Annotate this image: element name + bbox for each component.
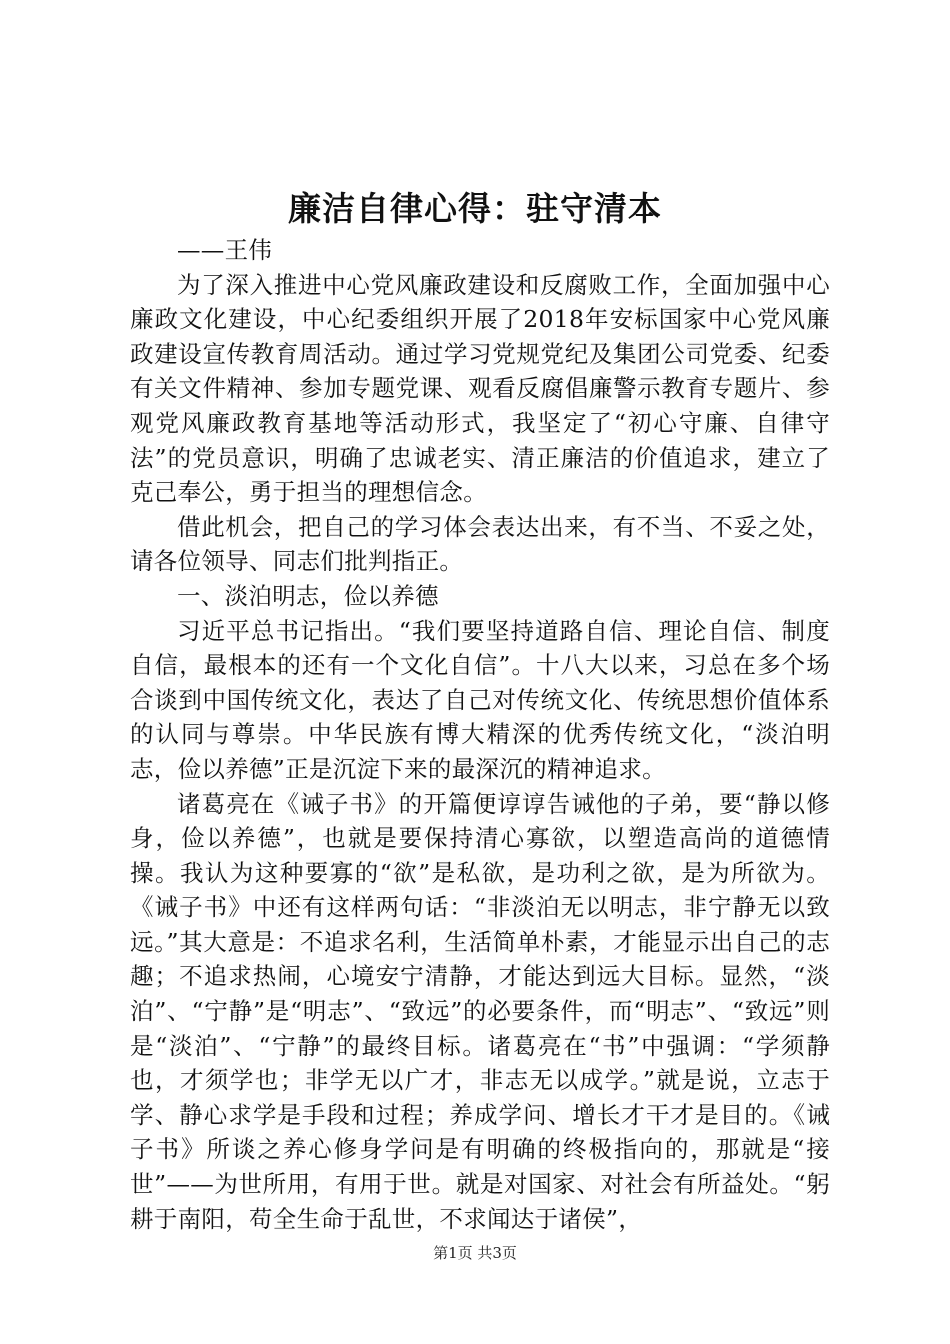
page-footer: 第1页 共3页 — [433, 1244, 517, 1262]
author-line: ——王伟 — [177, 236, 273, 264]
document-body — [130, 233, 830, 1236]
document-title: 廉洁自律心得：驻守清本 — [288, 189, 662, 228]
paragraph-xi-quote: 习近平总书记指出。“我们要坚持道路自信、理论自信、制度自信，最根本的还有一个文化自信”。十八大以来，习总在多个场合谈到中国传统文化，表达了自己对传统文化、传统思想价值体系的认同与尊崇。中华民族有博大精深的优秀传统文化，“淡泊明志，俭以养德”正是沉淀下来的最深沉的精神追求。 — [130, 616, 830, 783]
paragraph-zhuge-liang: 诸葛亮在《诫子书》的开篇便谆谆告诫他的子弟，要“静以修身，俭以养德”，也就是要保持清心寡欲，以塑造高尚的道德情操。我认为这种要寡的“欲”是私欲，是功利之欲，是为所欲为。《诫子书》中还有这样两句话：“非淡泊无以明志，非宁静无以致远。”其大意是：不追求名利，生活简单朴素，才能显示出自己的志趣；不追求热闹，心境安宁清静，才能达到远大目标。显然，“淡泊”、“宁静”是“明志”、“致远”的必要条件，而“明志”、“致远”则是“淡泊”、“宁静”的最终目标。诸葛亮在“书”中强调：“学须静也，才须学也；非学无以广才，非志无以成学。”就是说，立志于学、静心求学是手段和过程；养成学问、增长才干才是目的。《诫子书》所谈之养心修身学问是有明确的终极指向的，那就是“接世”——为世所用，有用于世。就是对国家、对社会有所益处。“躬耕于南阳，苟全生命于乱世，不求闻达于诸侯”， — [130, 789, 830, 1233]
paragraph-request: 借此机会，把自己的学习体会表达出来，有不当、不妥之处，请各位领导、同志们批判指正。 — [130, 512, 830, 576]
paragraph-intro: 为了深入推进中心党风廉政建设和反腐败工作，全面加强中心廉政文化建设，中心纪委组织开展了2018年安标国家中心党风廉政建设宣传教育周活动。通过学习党规党纪及集团公司党委、纪委有关文件精神、参加专题党课、观看反腐倡廉警示教育专题片、参观党风廉政教育基地等活动形式，我坚定了“初心守廉、自律守法”的党员意识，明确了忠诚老实、清正廉洁的价值追求，建立了克己奉公，勇于担当的理想信念。 — [130, 270, 830, 507]
section-heading-1: 一、淡泊明志，俭以养德 — [177, 581, 439, 610]
